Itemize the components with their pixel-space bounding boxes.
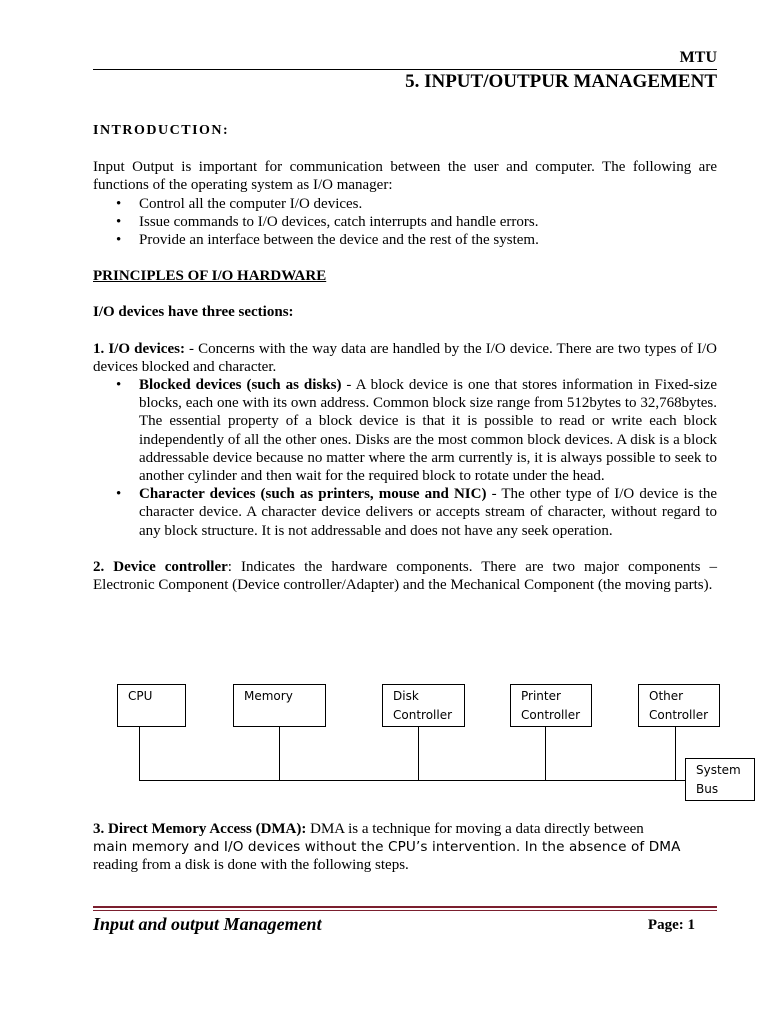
cpu-box <box>117 684 186 727</box>
memory-box <box>233 684 326 727</box>
page-number: Page: 1 <box>647 917 695 933</box>
printer-controller-label: Controller <box>521 708 581 722</box>
list-item: • Provide an interface between the device and the rest of the system. <box>139 231 717 249</box>
memory-label: Memory <box>244 689 293 703</box>
intro-bullet-list <box>93 195 717 250</box>
connector-line <box>139 726 140 780</box>
character-devices-lead: Character devices (such as printers, mouse and NIC) <box>139 486 487 503</box>
blocked-devices-lead: Blocked devices (such as disks) <box>139 377 342 394</box>
footer-rule <box>93 906 717 908</box>
printer-controller-box <box>510 684 592 727</box>
io-devices-lead: 1. I/O devices: <box>93 340 185 357</box>
list-item <box>139 485 717 540</box>
device-controller-paragraph <box>93 558 717 594</box>
device-controller-lead: 2. Device controller <box>93 558 228 575</box>
footer-rule <box>93 910 717 911</box>
dma-lead: 3. Direct Memory Access (DMA): <box>93 821 307 837</box>
dma-text-1: DMA is a technique for moving a data directly between <box>306 821 644 837</box>
dma-text-2: main memory and I/O devices without the CPU’s intervention. In the absence of DMA <box>93 839 681 856</box>
system-bus-box <box>685 758 755 801</box>
list-item <box>139 376 717 485</box>
cpu-label: CPU <box>128 689 153 703</box>
system-bus-diagram <box>93 676 768 806</box>
document-body <box>93 122 717 594</box>
list-item: • Issue commands to I/O devices, catch interrupts and handle errors. <box>139 213 717 231</box>
connector-line <box>418 726 419 780</box>
other-controller-box <box>638 684 720 727</box>
connector-line <box>675 726 676 780</box>
principles-heading: PRINCIPLES OF I/O HARDWARE <box>93 268 327 285</box>
system-bus-label: System <box>696 763 741 777</box>
io-devices-list <box>93 376 717 540</box>
disk-controller-label: Disk <box>393 689 419 703</box>
io-devices-paragraph <box>93 340 717 376</box>
blocked-devices-text: - A block device is one that stores information in Fixed-size blocks, each one with its own address. Common block size range from 512bytes to 32,768bytes. The essential property of a block device is that it is possible to read or write each block independently of all the other ones. Disks are the most common block devices. A disk is a block addressable device because no matter where the arm currently is, it is always possible to seek to another cylinder and then wait for the required block to rotate under the head. <box>139 377 717 485</box>
intro-paragraph: Input Output is important for communication between the user and computer. The following are functions of the operating system as I/O manager: <box>93 159 717 194</box>
sections-heading: I/O devices have three sections: <box>93 304 294 321</box>
dma-text-3: reading from a disk is done with the following steps. <box>93 857 409 874</box>
system-bus-label: Bus <box>696 782 719 796</box>
printer-controller-label: Printer <box>521 689 561 703</box>
character-devices-text: - The other type of I/O device is the character device. A character device delivers or accepts stream of character, without regard to any block structure. It is not addressable and does not have any seek operation. <box>139 486 717 539</box>
io-devices-text: - Concerns with the way data are handled by the I/O device. There are two types of I/O devices blocked and character. <box>93 340 717 375</box>
connector-line <box>545 726 546 780</box>
header-rule <box>93 69 717 70</box>
disk-controller-label: Controller <box>393 708 453 722</box>
disk-controller-box <box>382 684 465 727</box>
device-controller-text: : Indicates the hardware components. There are two major components – Electronic Component (Device controller/Adapter) and the Mechanical Component (the moving parts). <box>93 558 718 594</box>
system-bus-line <box>139 780 685 781</box>
connector-line <box>279 726 280 780</box>
chapter-title: 5. INPUT/OUTPUR MANAGEMENT <box>405 71 717 92</box>
header-org: MTU <box>679 49 717 66</box>
dma-paragraph <box>93 820 717 875</box>
other-controller-label: Other <box>649 689 684 703</box>
footer-title: Input and output Management <box>93 914 322 934</box>
list-item: • Control all the computer I/O devices. <box>139 195 717 213</box>
other-controller-label: Controller <box>649 708 709 722</box>
intro-heading: INTRODUCTION: <box>93 123 230 138</box>
